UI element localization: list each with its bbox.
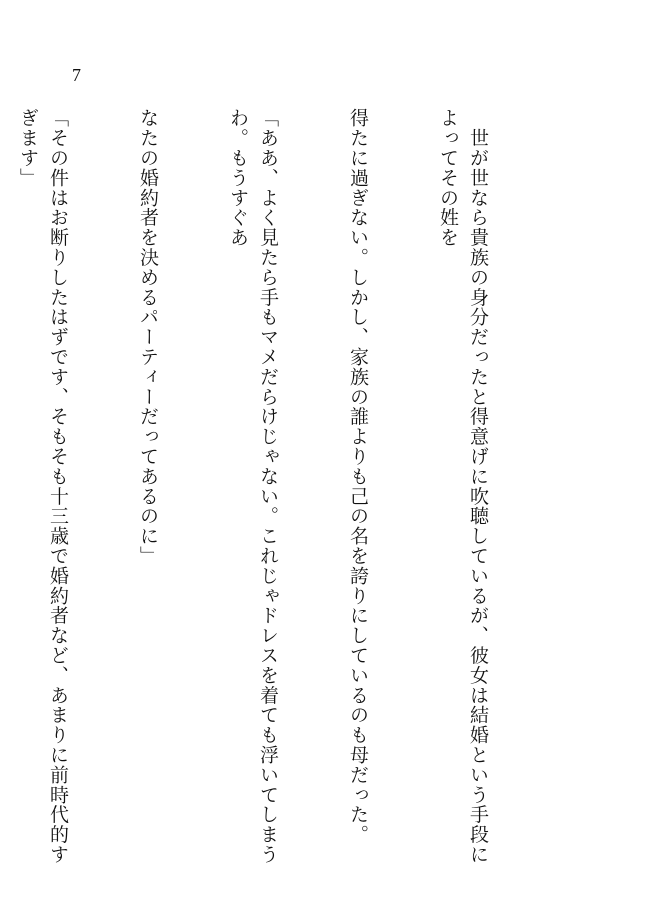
text-line: 「ああ、よく見たら手もマメだらけじゃない。これじゃドレスを着ても浮いてしまうわ。もうすぐあ [227, 108, 279, 865]
page-number: 7 [72, 65, 81, 85]
text-line: 世が世なら貴族の身分だったと得意げに吹聴しているが、彼女は結婚という手段によってその姓を [437, 108, 489, 865]
text-line: なたの婚約者を決めるパーティーだってあるのに」 [137, 108, 159, 566]
body-text [0, 108, 553, 878]
text-line: 「その件はお断りしたはずです、そもそも十三歳で婚約者など、あまりに前時代的すぎます」 [17, 108, 69, 865]
text-line: 得たに過ぎない。しかし、家族の誰よりも己の名を誇りにしているのも母だった。 [347, 108, 369, 845]
